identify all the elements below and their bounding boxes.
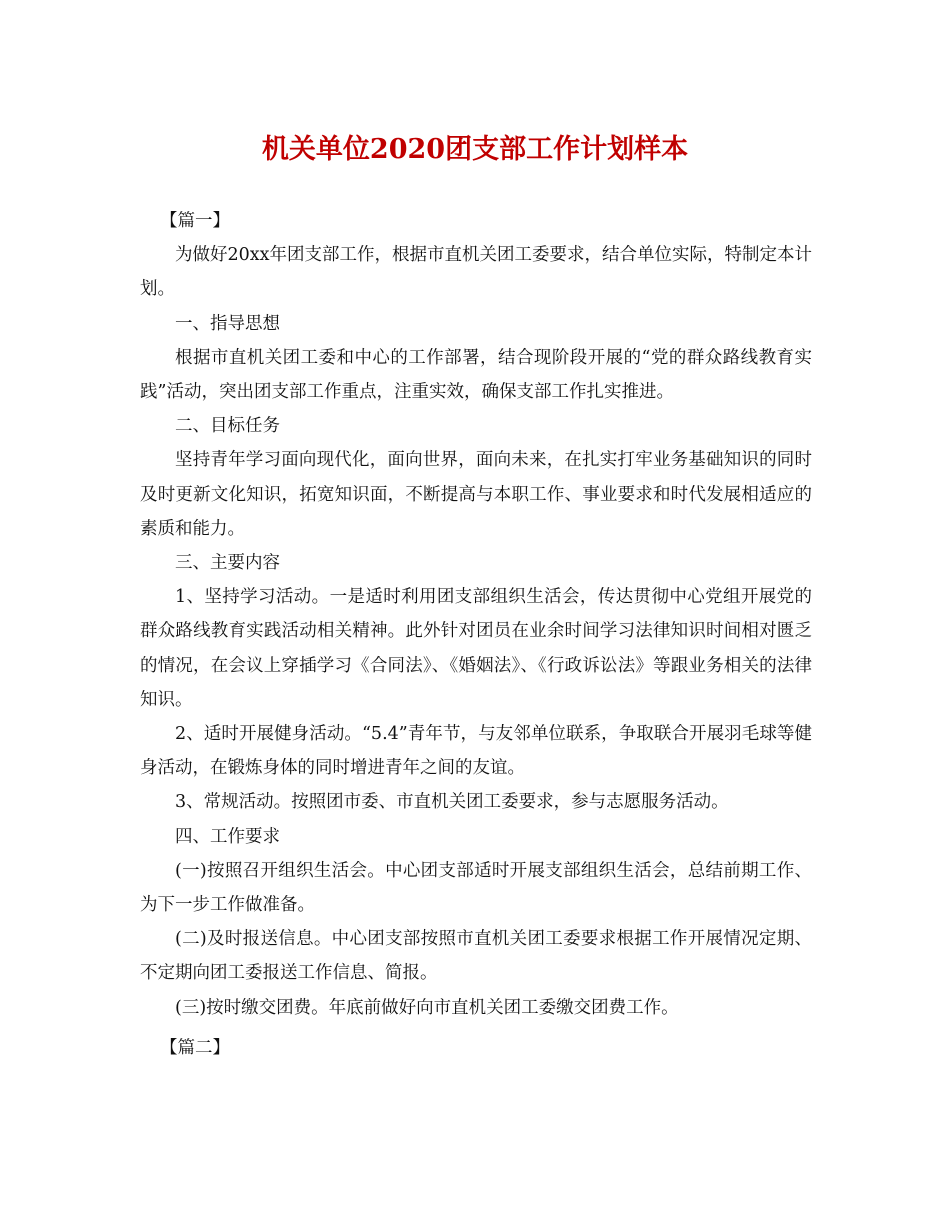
- heading-guiding-thought: 一、指导思想: [175, 313, 280, 334]
- section-heading-2: 【篇二】: [160, 1037, 230, 1058]
- requirement-3: (三)按时缴交团费。年底前做好向市直机关团工委缴交团费工作。: [175, 997, 679, 1018]
- heading-goals: 二、目标任务: [175, 416, 280, 437]
- content-item-2: 2、适时开展健身活动。“5.4”青年节，与友邻单位联系，争取联合开展羽毛球等健身活动，在锻炼身体的同时增进青年之间的友谊。: [140, 724, 812, 779]
- goals-paragraph: 坚持青年学习面向现代化，面向世界，面向未来，在扎实打牢业务基础知识的同时及时更新文化知识，拓宽知识面，不断提高与本职工作、事业要求和时代发展相适应的素质和能力。: [140, 450, 812, 539]
- intro-paragraph: 为做好20xx年团支部工作，根据市直机关团工委要求，结合单位实际，特制定本计划。: [140, 245, 813, 300]
- content-item-3: 3、常规活动。按照团市委、市直机关团工委要求，参与志愿服务活动。: [175, 792, 729, 813]
- content-item-1: 1、坚持学习活动。一是适时利用团支部组织生活会，传达贯彻中心党组开展党的群众路线教育实践活动相关精神。此外针对团员在业余时间学习法律知识时间相对匮乏的情况，在会议上穿插学习《合同法》、《婚姻法》、《行政诉讼法》等跟业务相关的法律知识。: [140, 587, 812, 710]
- requirement-2: (二)及时报送信息。中心团支部按照市直机关团工委要求根据工作开展情况定期、不定期向团工委报送工作信息、简报。: [140, 929, 812, 984]
- section-heading-1: 【篇一】: [160, 211, 230, 231]
- guiding-thought-paragraph: 根据市直机关团工委和中心的工作部署，结合现阶段开展的“党的群众路线教育实践”活动，突出团支部工作重点，注重实效，确保支部工作扎实推进。: [140, 347, 812, 403]
- requirement-1: (一)按照召开组织生活会。中心团支部适时开展支部组织生活会，总结前期工作、为下一步工作做准备。: [140, 860, 812, 916]
- heading-requirements: 四、工作要求: [175, 826, 280, 847]
- document-title: 机关单位2020团支部工作计划样本: [261, 134, 689, 165]
- document-body: [140, 204, 812, 1065]
- heading-main-content: 三、主要内容: [175, 553, 280, 574]
